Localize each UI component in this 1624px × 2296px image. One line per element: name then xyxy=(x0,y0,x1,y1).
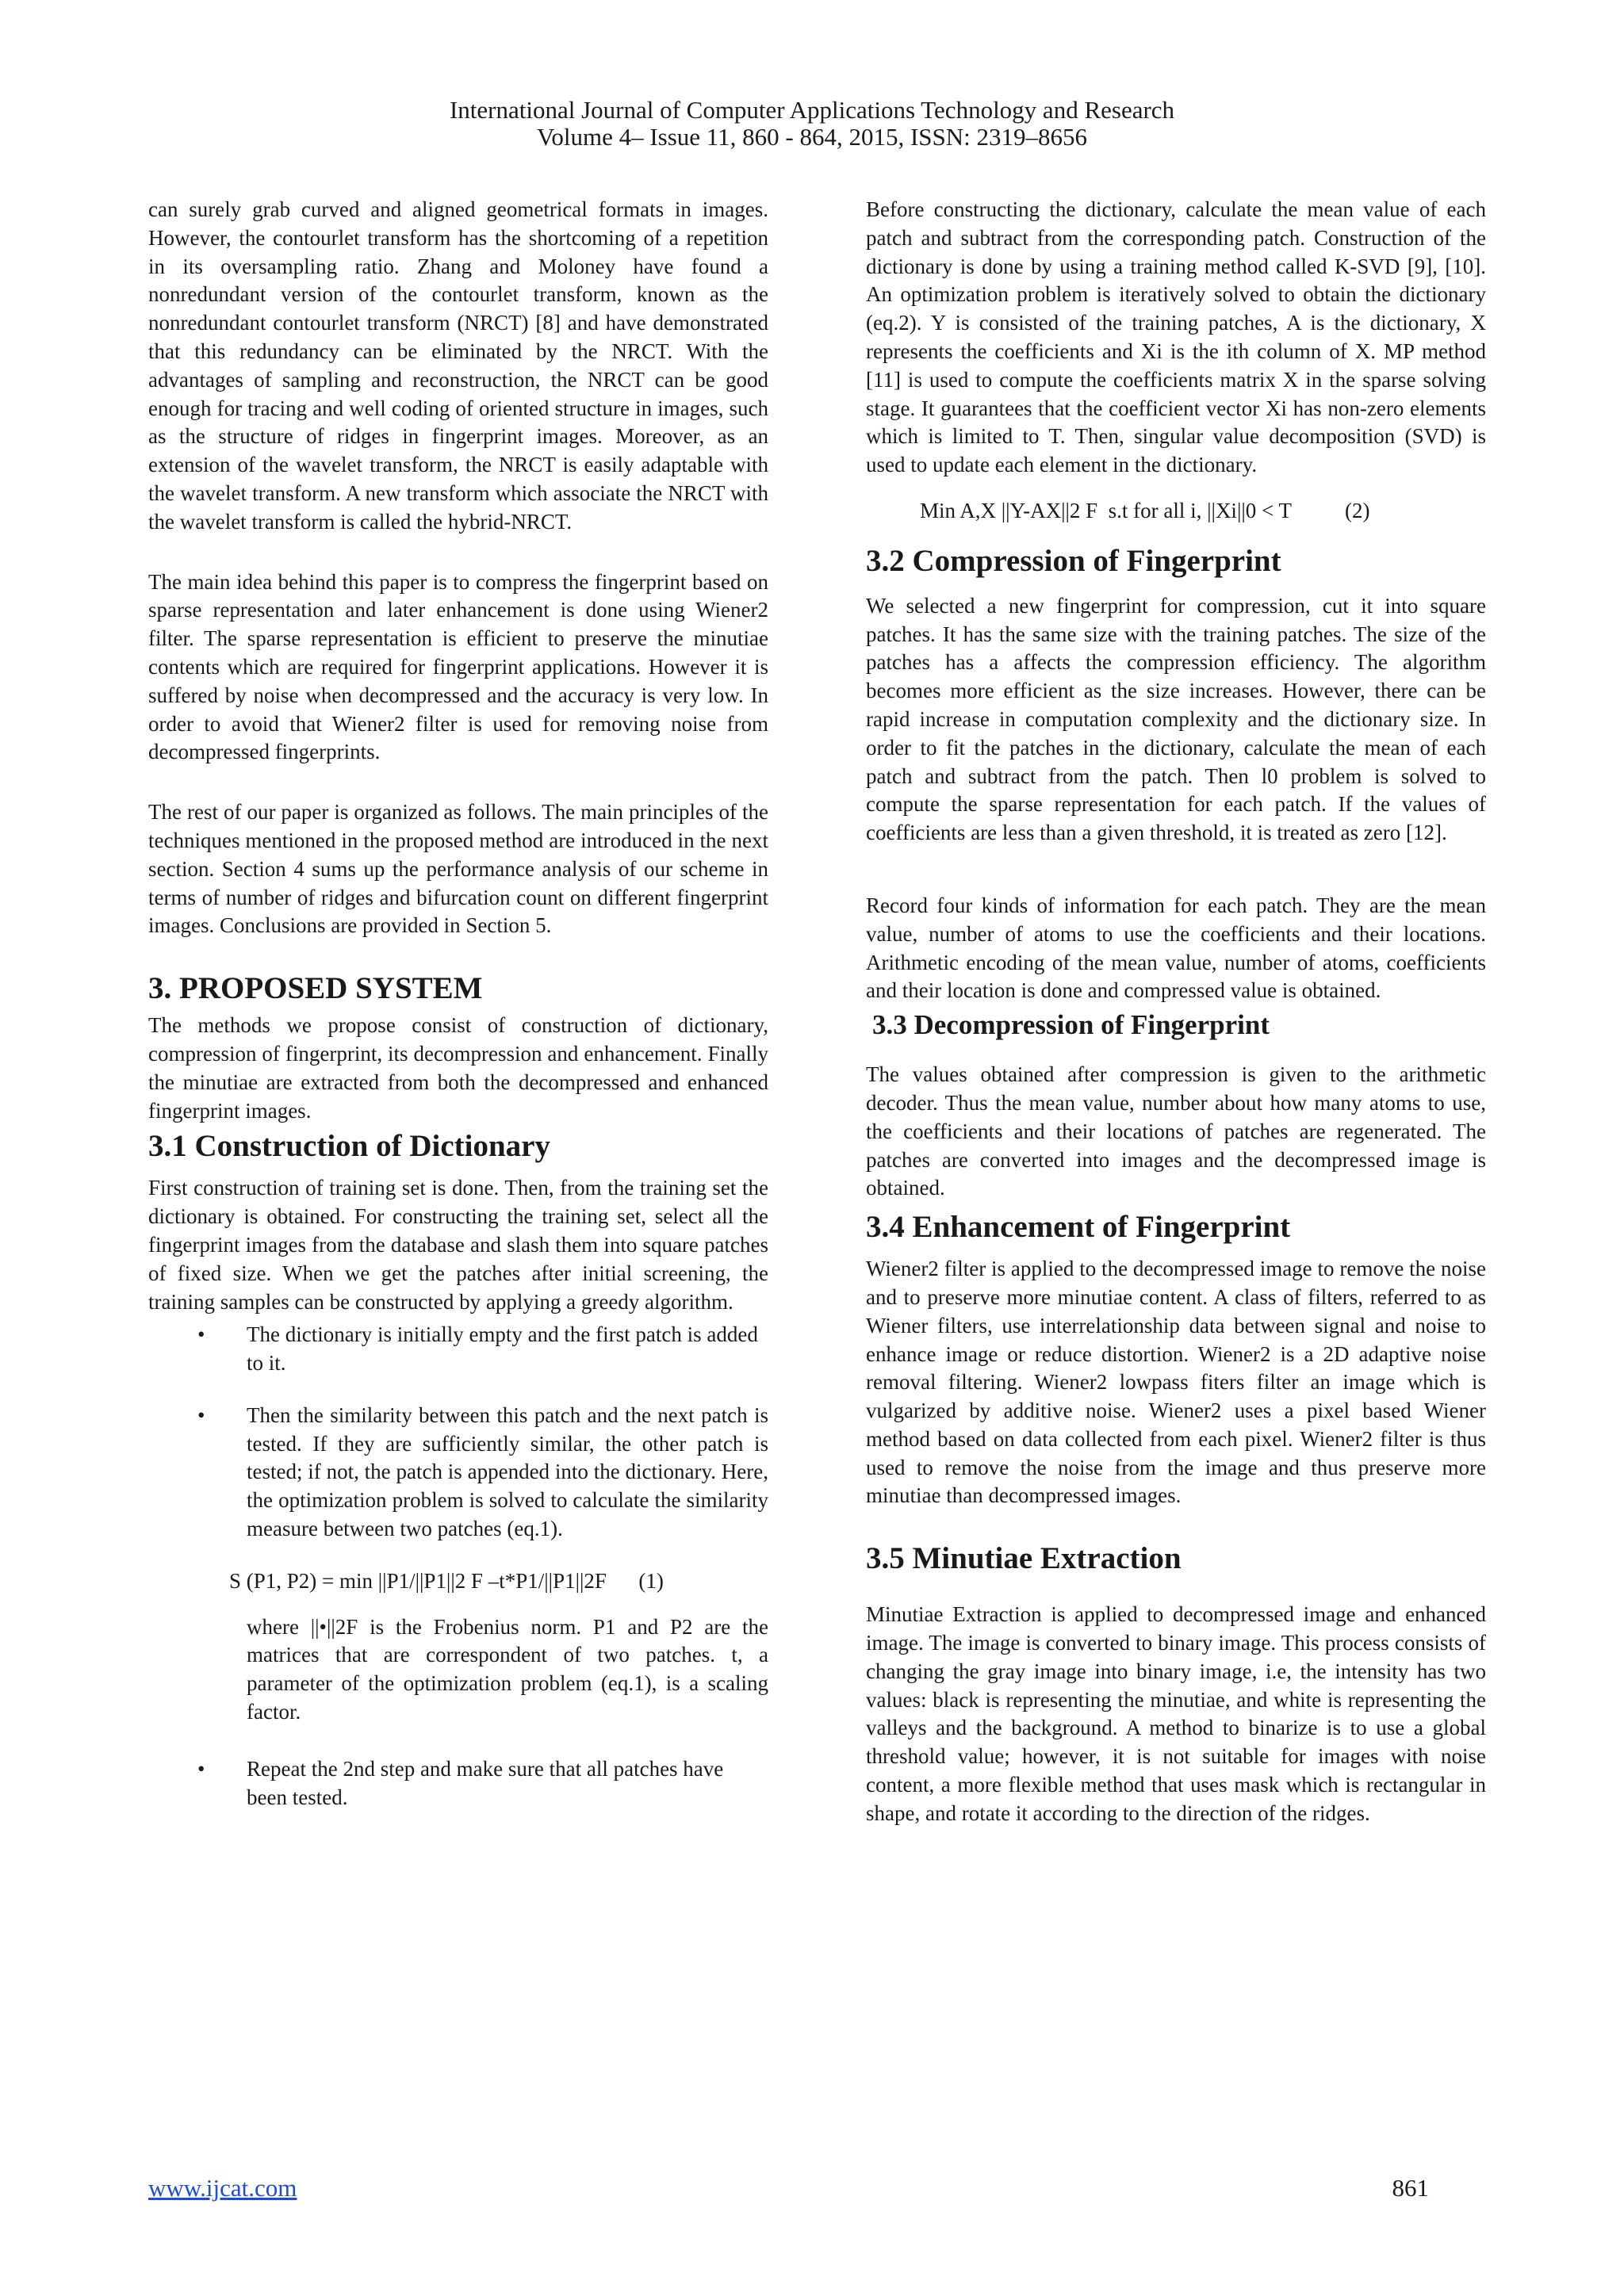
section-heading-minutiae-extraction: 3.5 Minutiae Extraction xyxy=(866,1541,1182,1576)
paragraph-construction: First construction of training set is done. Then, from the training set the dictionary is obtained. For constructing the training set, select all the fingerprint images from the database and slash them into square patches of fixed size. When we get the patches after initial screening, the training samples can be constructed by applying a greedy algorithm. xyxy=(148,1176,768,1314)
bullet-icon: • xyxy=(197,1402,205,1427)
section-heading-enhancement: 3.4 Enhancement of Fingerprint xyxy=(866,1210,1291,1245)
section-heading-proposed-system: 3. PROPOSED SYSTEM xyxy=(148,971,483,1006)
journal-title: International Journal of Computer Applications Technology and Research xyxy=(449,96,1175,124)
paragraph-dictionary-ksvd: Before constructing the dictionary, calculate the mean value of each patch and subtract from the corresponding patch. Construction of the dictionary is done by using a training method called K-SVD [9], [10]. An optimization problem is iteratively solved to obtain the dictionary (eq.2). Y is consisted of the training patches, A is the dictionary, X represents the coefficients and Xi is the ith column of X. MP method [11] is used to compute the coefficients matrix X in the sparse solving stage. It guarantees that the coefficient vector Xi has non-zero elements which is limited to T. Then, singular value decomposition (SVD) is used to update each element in the dictionary. xyxy=(866,197,1486,477)
equation-1: S (P1, P2) = min ||P1/||P1||2 F –t*P1/||P1||2F (1) xyxy=(229,1568,664,1593)
section-heading-decompression: 3.3 Decompression of Fingerprint xyxy=(872,1009,1270,1041)
left-column xyxy=(148,196,768,1835)
bullet-icon: • xyxy=(197,1756,205,1781)
bullet-text: The dictionary is initially empty and the first patch is added to it. xyxy=(247,1322,758,1376)
paragraph-record-info: Record four kinds of information for each patch. They are the mean value, number of atoms to use the coefficients and their locations. Arithmetic encoding of the mean value, number of atoms, coefficients and their location is done and compressed value is obtained. xyxy=(866,893,1486,1003)
page-number: 861 xyxy=(1392,2174,1429,2202)
list-item xyxy=(148,1402,768,1544)
paragraph-minutiae-extraction: Minutiae Extraction is applied to decompressed image and enhanced image. The image is converted to binary image. This process consists of changing the gray image into binary image, i.e, the intensity has two values: black is representing the minutiae, and white is representing the valleys and the background. A method to binarize is to use a global threshold value; however, it is not suitable for images with noise content, a more flexible method that uses mask which is rectangular in shape, and rotate it according to the direction of the ridges. xyxy=(866,1602,1486,1825)
journal-website-link[interactable]: www.ijcat.com xyxy=(148,2174,297,2202)
equation-1-explanation: where ||•||2F is the Frobenius norm. P1 and P2 are the matrices that are correspondent of two patches. t, a parameter of the optimization problem (eq.1), is a scaling factor. xyxy=(247,1614,768,1724)
list-item xyxy=(148,1755,768,1812)
journal-header xyxy=(0,97,1624,151)
equation-2: Min A,X ||Y-AX||2 F s.t for all i, ||Xi||0 < T (2) xyxy=(920,498,1370,522)
bullet-list xyxy=(148,1755,768,1812)
list-item xyxy=(148,1321,768,1378)
bullet-text: Repeat the 2nd step and make sure that all patches have been tested. xyxy=(247,1756,724,1809)
paragraph-main-idea: The main idea behind this paper is to compress the fingerprint based on sparse representation and later enhancement is done using Wiener2 filter. The sparse representation is efficient to preserve the minutiae contents which are required for fingerprint applications. However it is suffered by noise when decompressed and the accuracy is very low. In order to avoid that Wiener2 filter is used for removing noise from decompressed fingerprints. xyxy=(148,569,768,764)
right-column xyxy=(866,196,1486,1828)
section-heading-compression: 3.2 Compression of Fingerprint xyxy=(866,543,1281,578)
paragraph-proposed-methods: The methods we propose consist of construction of dictionary, compression of fingerprint, its decompression and enhancement. Finally the minutiae are extracted from both the decompressed and enhanced fingerprint images. xyxy=(148,1013,768,1123)
journal-volume-info: Volume 4– Issue 11, 860 - 864, 2015, ISSN: 2319–8656 xyxy=(536,123,1088,151)
bullet-list xyxy=(148,1321,768,1544)
paragraph-organization: The rest of our paper is organized as follows. The main principles of the techniques mentioned in the proposed method are introduced in the next section. Section 4 sums up the performance analysis of our scheme in terms of number of ridges and bifurcation count on different fingerprint images. Conclusions are provided in Section 5. xyxy=(148,800,768,938)
paragraph-compression: We selected a new fingerprint for compression, cut it into square patches. It has the same size with the training patches. The size of the patches has a affects the compression efficiency. The algorithm becomes more efficient as the size increases. However, there can be rapid increase in computation complexity and the dictionary size. In order to fit the patches in the dictionary, calculate the mean of each patch and subtract from the patch. Then l0 problem is solved to compute the sparse representation for each patch. If the values of coefficients are less than a given threshold, it is treated as zero [12]. xyxy=(866,593,1486,845)
section-heading-construction-dictionary: 3.1 Construction of Dictionary xyxy=(148,1129,550,1164)
paragraph-enhancement: Wiener2 filter is applied to the decompressed image to remove the noise and to preserve more minutiae content. A class of filters, referred to as Wiener filters, use interrelationship data between signal and noise to enhance image or reduce distortion. Wiener2 is a 2D adaptive noise removal filtering. Wiener2 lowpass fiters filter an image which is vulgarized by additive noise. Wiener2 uses a pixel based Wiener method based on data collected from each pixel. Wiener2 filter is thus used to remove the noise from the image and thus preserve more minutiae than decompressed images. xyxy=(866,1257,1486,1508)
paragraph-decompression: The values obtained after compression is given to the arithmetic decoder. Thus the mean value, number about how many atoms to use, the coefficients and their locations of patches are regenerated. The patches are converted into images and the decompressed image is obtained. xyxy=(866,1062,1486,1200)
paragraph-nrct: can surely grab curved and aligned geometrical formats in images. However, the contourlet transform has the shortcoming of a repetition in its oversampling ratio. Zhang and Moloney have found a nonredundant version of the contourlet transform, known as the nonredundant contourlet transform (NRCT) [8] and have demonstrated that this redundancy can be eliminated by the NRCT. With the advantages of sampling and reconstruction, the NRCT can be good enough for tracing and well coding of oriented structure in images, such as the structure of ridges in fingerprint images. Moreover, as an extension of the wavelet transform, the NRCT is easily adaptable with the wavelet transform. A new transform which associate the NRCT with the wavelet transform is called the hybrid-NRCT. xyxy=(148,197,768,534)
bullet-text: Then the similarity between this patch and the next patch is tested. If they are sufficiently similar, the other patch is tested; if not, the patch is appended into the dictionary. Here, the optimization problem is solved to calculate the similarity measure between two patches (eq.1). xyxy=(247,1402,768,1541)
bullet-icon: • xyxy=(197,1322,205,1347)
